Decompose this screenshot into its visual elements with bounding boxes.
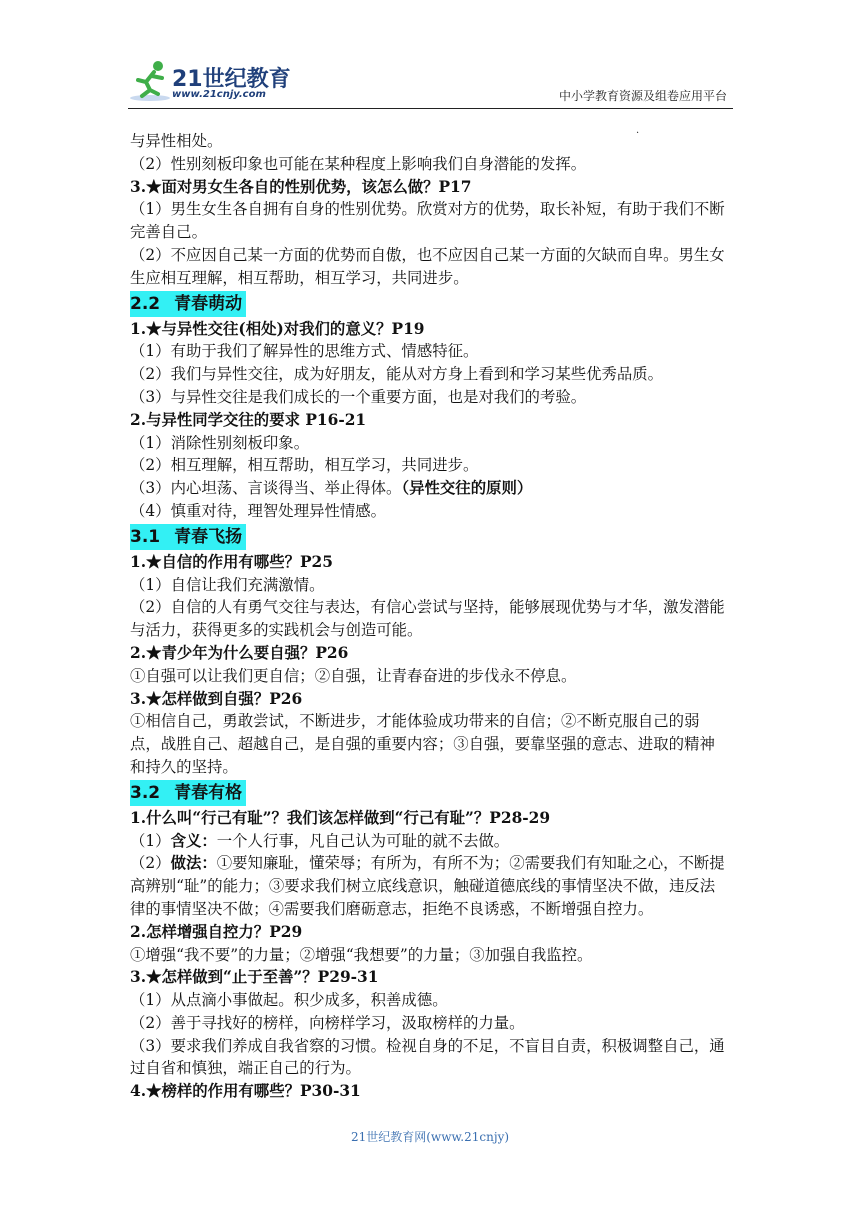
section-heading (130, 290, 730, 318)
text-line: （2）我们与异性交往，成为好朋友，能从对方身上看到和学习某些优秀品质。 (130, 365, 664, 384)
text-line: （1）消除性别刻板印象。 (130, 433, 310, 452)
text-segment: ①要知廉耻，懂荣辱；有所为，有所不为；②需要我们有知耻之心，不断提高辨别“耻”的能力；③要求我们树立底线意识，触碰道德底线的事情坚决不做，违反法律的事情坚决不做；④需要我们磨砺意志，拒绝不良诱惑，不断增强自控力。 (130, 854, 725, 918)
question-heading: 4.★榜样的作用有哪些？P30-31 (130, 1082, 361, 1101)
question-heading: 2.★青少年为什么要自强？P26 (130, 643, 349, 662)
logo-text: 21世纪教育 (172, 67, 291, 92)
question-heading: 1.★与异性交往(相处)对我们的意义？P19 (130, 319, 425, 338)
text-line (130, 830, 730, 853)
text-line: ①增强“我不要”的力量；②增强“我想要”的力量；③加强自我监控。 (130, 945, 593, 964)
section-title: 青春萌动 (174, 293, 243, 314)
question-heading: 1.★自信的作用有哪些？P25 (130, 552, 333, 571)
section-title: 青春飞扬 (174, 526, 243, 547)
text-line: （2）相互理解，相互帮助，相互学习，共同进步。 (130, 456, 479, 475)
term-label: 做法： (170, 854, 217, 873)
platform-name: 中小学教育资源及组卷应用平台 (558, 89, 727, 103)
section-number: 2.2 (130, 293, 161, 314)
stray-dot: · (636, 128, 640, 139)
document-body (130, 130, 730, 1103)
site-logo[interactable] (128, 58, 308, 104)
text-paragraph: （2）自信的人有勇气交往与表达，有信心尝试与坚持，能够展现优势与才华，激发潜能与活力，获得更多的实践机会与创造可能。 (130, 598, 725, 640)
section-heading (130, 779, 730, 807)
text-line: （2）善于寻找好的榜样，向榜样学习，汲取榜样的力量。 (130, 1013, 525, 1032)
logo-url: www.21cnjy.com (172, 89, 266, 100)
text-paragraph: ①相信自己，勇敢尝试，不断进步，才能体验成功带来的自信；②不断克服自己的弱点，战胜自己、超越自己，是自强的重要内容；③自强，要靠坚强的意志、进取的精神和持久的坚持。 (130, 712, 715, 776)
text-line: 与异性相处。 (130, 132, 223, 150)
question-heading: 3.★面对男女生各自的性别优势，该怎么做？P17 (130, 177, 472, 196)
section-number: 3.2 (130, 782, 161, 803)
text-paragraph: （1）男生女生各自拥有自身的性别优势。欣赏对方的优势，取长补短，有助于我们不断完善自己。 (130, 200, 725, 242)
text-line: （3）与异性交往是我们成长的一个重要方面，也是对我们的考验。 (130, 387, 587, 406)
question-heading: 3.★怎样做到自强？P26 (130, 689, 303, 708)
text-line: （1）从点滴小事做起。积少成多，积善成德。 (130, 991, 448, 1010)
question-heading: 3.★怎样做到“止于至善”？P29-31 (130, 968, 379, 987)
text-line (130, 477, 730, 500)
text-paragraph (130, 852, 730, 920)
text-line: （1）有助于我们了解异性的思维方式、情感特征。 (130, 342, 479, 361)
text-line: ①自强可以让我们更自信；②自强，让青春奋进的步伐永不停息。 (130, 666, 577, 685)
section-heading (130, 523, 730, 551)
term-label: 含义： (170, 831, 217, 850)
text-line: （1）自信让我们充满激情。 (130, 575, 325, 594)
text-segment: （3）内心坦荡、言谈得当、举止得体。 (130, 479, 402, 498)
text-paragraph: （3）要求我们养成自我省察的习惯。检视自身的不足，不盲目自责，积极调整自己，通过自省和慎独，端正自己的行为。 (130, 1036, 725, 1078)
section-number: 3.1 (130, 526, 161, 547)
question-heading: 2.与异性同学交往的要求 P16-21 (130, 410, 367, 429)
text-line: （2）性别刻板印象也可能在某种程度上影响我们自身潜能的发挥。 (130, 154, 587, 173)
text-segment: （1） (130, 831, 171, 850)
principle-note: （异性交往的原则） (401, 479, 533, 498)
section-title: 青春有格 (174, 782, 243, 803)
text-line: （4）慎重对待，理智处理异性情感。 (130, 501, 387, 520)
question-heading: 1.什么叫“行己有耻”？我们该怎样做到“行己有耻”？P28-29 (130, 808, 551, 827)
text-segment: （2） (130, 854, 171, 873)
runner-logo-icon (128, 58, 174, 104)
text-paragraph: （2）不应因自己某一方面的优势而自傲，也不应因自己某一方面的欠缺而自卑。男生女生应相互理解，相互帮助，相互学习，共同进步。 (130, 245, 725, 287)
page-footer[interactable]: 21世纪教育网(www.21cnjy) (350, 1130, 510, 1144)
text-segment: 一个人行事，凡自己认为可耻的就不去做。 (216, 831, 510, 850)
page-header (128, 56, 733, 109)
question-heading: 2.怎样增强自控力？P29 (130, 922, 303, 941)
